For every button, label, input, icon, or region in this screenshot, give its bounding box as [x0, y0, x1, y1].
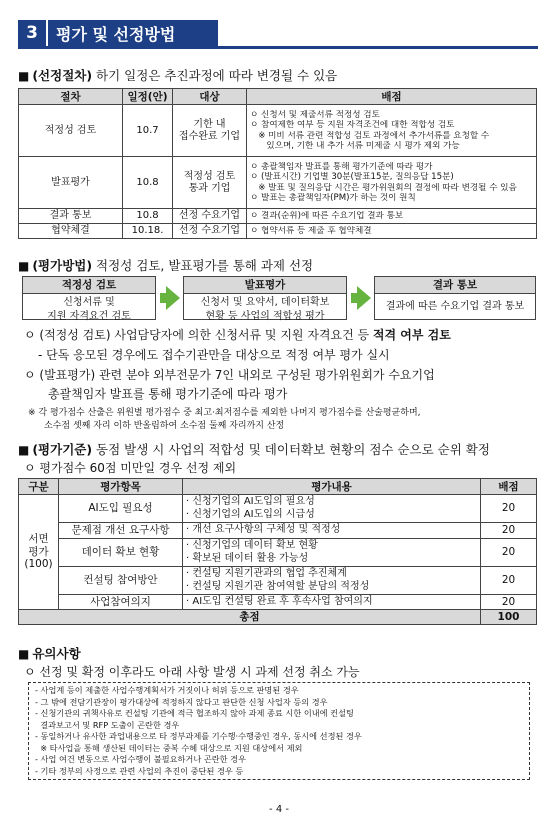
score-cell: 20 [481, 539, 537, 567]
notes-intro: ㅇ 선정 및 확정 이후라도 아래 사항 발생 시 과제 선정 취소 가능 [24, 665, 360, 679]
criteria-sub: ㅇ 평가점수 60점 미만일 경우 선정 제외 [24, 461, 237, 475]
section-title: 평가 및 선정방법 [48, 20, 218, 46]
header-category: 구분 [19, 479, 59, 495]
table-row [19, 105, 537, 157]
list-item: 결과보고서 및 RFP 도출이 곤란한 경우 [35, 719, 180, 730]
date-cell: 10.8 [123, 209, 173, 224]
criteria-heading: ■ (평가기준) 동점 발생 시 사업의 적합성 및 데이터확보 현황의 점수 순으로 순위 확정 [18, 442, 490, 457]
list-item: - 사업계 등이 제출한 사업수행계획서가 거짓이나 허위 등으로 판명된 경우 [35, 685, 299, 695]
header-date: 일정(안) [123, 89, 173, 105]
content-cell: · 컨설팅 지원기관과의 협업 추진체계 · 컨설팅 지원기관 참여역할 분담의 적정성 [183, 567, 481, 595]
table-row [19, 539, 537, 567]
date-cell: 10.8 [123, 157, 173, 209]
step-cell: 협약체결 [19, 224, 123, 239]
score-cell: 20 [481, 595, 537, 610]
method-heading: ■ (평가방법) 적정성 검토, 발표평가를 통해 과제 선정 [18, 258, 314, 273]
step-cell: 적정성 검토 [19, 105, 123, 157]
flow-step-presentation: 발표평가 신청서 및 요약서, 데이터확보 현황 등 사업의 적합성 평가 [183, 276, 347, 320]
square-bullet-icon: ■ [18, 443, 30, 457]
review-bullet: ㅇ (적정성 검토) 사업담당자에 의한 신청서류 및 지원 자격요건 등 적격 여부 검토 [24, 328, 451, 342]
table-header-row [19, 479, 537, 495]
table-row [19, 595, 537, 610]
table-row [19, 157, 537, 209]
target-cell: 선정 수요기업 [173, 224, 247, 239]
header-content: 평가내용 [183, 479, 481, 495]
item-cell: 문제점 개선 요구사항 [59, 523, 183, 539]
details-cell: ㅇ 협약서류 등 제출 후 협약체결 [247, 224, 537, 239]
header-score: 배점 [481, 479, 537, 495]
date-cell: 10.18. [123, 224, 173, 239]
flow-step-review: 적정성 검토 신청서류 및 지원 자격요건 검토 [22, 276, 156, 320]
list-item: - 기타 정부의 사정으로 관련 사업의 추진이 중단된 경우 등 [35, 765, 244, 776]
item-cell: 사업참여의지 [59, 595, 183, 610]
arrow-right-icon [351, 286, 371, 310]
content-cell: · 신청기업의 데이터 확보 현황 · 확보된 데이터 활용 가능성 [183, 539, 481, 567]
date-cell: 10.7 [123, 105, 173, 157]
section-divider [18, 46, 538, 49]
procedure-table [18, 88, 537, 239]
scoring-note: ※ 각 평가점수 산출은 위원별 평가점수 중 최고·최저점수를 제외한 나머지 평가점수를 산술평균하며, [28, 408, 421, 418]
category-cell: 서면 평가 (100) [19, 495, 59, 610]
page-number: - 4 - [269, 804, 289, 815]
total-label: 총점 [19, 610, 481, 625]
target-cell: 선정 수요기업 [173, 209, 247, 224]
list-item: - 신청기관의 귀책사유로 컨설팅 기관에 적극 협조하지 않아 과제 종료 시한 이내에 컨설팅 [35, 708, 354, 718]
step-cell: 결과 통보 [19, 209, 123, 224]
flow-step-result: 결과 통보 결과에 따른 수요기업 결과 통보 [374, 276, 536, 320]
header-item: 평가항목 [59, 479, 183, 495]
list-item: ※ 타사업을 통해 생산된 데이터는 중복 수혜 대상으로 지원 대상에서 제외 [35, 742, 303, 753]
details-cell: ㅇ 결과(순위)에 따른 수요기업 결과 통보 [247, 209, 537, 224]
header-target: 대상 [173, 89, 247, 105]
list-item: - 동일하거나 유사한 과업내용으로 타 정부과제를 기수행·수행중인 경우, 동시에 선정된 경우 [35, 731, 362, 741]
item-cell: 컨설팅 참여방안 [59, 567, 183, 595]
review-sub-bullet: - 단독 응모된 경우에도 접수기관만을 대상으로 적정 여부 평가 실시 [38, 348, 390, 362]
details-cell: ㅇ 총괄책임자 발표를 통해 평가기준에 따라 평가 ㅇ (발표시간) 기업별 30분(발표15분, 질의응답 15분) ※ 발표 및 질의응답 시간은 평가위원회의 결정에 따라 변경될 수 있음 ㅇ 발표는 총괄책임자(PM)가 하는 것이 원칙 [247, 157, 537, 209]
square-bullet-icon: ■ [18, 69, 30, 83]
step-cell: 발표평가 [19, 157, 123, 209]
section-number: 3 [18, 20, 46, 46]
notes-heading: ■ 유의사항 [18, 646, 81, 661]
criteria-table [18, 478, 537, 625]
notes-box [28, 682, 530, 780]
header-step: 절차 [19, 89, 123, 105]
header-details: 배점 [247, 89, 537, 105]
item-cell: 데이터 확보 현황 [59, 539, 183, 567]
arrow-right-icon [160, 286, 180, 310]
total-score: 100 [481, 610, 537, 625]
table-row [19, 567, 537, 595]
total-row [19, 610, 537, 625]
square-bullet-icon: ■ [18, 647, 30, 661]
scoring-note-cont: 소수점 셋째 자리 이하 반올림하여 소수점 둘째 자리까지 산정 [44, 421, 285, 431]
content-cell: · 신청기업의 AI도입의 필요성 · 신청기업의 AI도입의 시급성 [183, 495, 481, 523]
procedure-heading: ■ (선정절차) 하기 일정은 추진과정에 따라 변경될 수 있음 [18, 68, 338, 83]
list-item: - 사업 여건 변동으로 사업수행이 불필요하거나 곤란한 경우 [35, 754, 246, 764]
table-row [19, 495, 537, 523]
target-cell: 기한 내 접수완료 기업 [173, 105, 247, 157]
score-cell: 20 [481, 495, 537, 523]
presentation-bullet-cont: 총괄책임자 발표를 통해 평가기준에 따라 평가 [48, 387, 288, 401]
table-row [19, 523, 537, 539]
score-cell: 20 [481, 567, 537, 595]
table-row [19, 224, 537, 239]
target-cell: 적정성 검토 통과 기업 [173, 157, 247, 209]
table-header-row [19, 89, 537, 105]
table-row [19, 209, 537, 224]
details-cell: ㅇ 신청서 및 제출서류 적정성 검토 ㅇ 참여제한 여부 등 지원 자격조건에 대한 적합성 검토 ※ 미비 서류 관련 적합성 검토 과정에서 추가서류를 요청할 수 있으며, 기한 내 추가 서류 미제출 시 평가 제외 가능 [247, 105, 537, 157]
content-cell: · AI도입 컨설팅 완료 후 후속사업 참여의지 [183, 595, 481, 610]
list-item: - 그 밖에 전담기관장이 평가대상에 적정하지 않다고 판단한 신청 사업자 등의 경우 [35, 696, 328, 707]
square-bullet-icon: ■ [18, 259, 30, 273]
presentation-bullet: ㅇ (발표평가) 관련 분야 외부전문가 7인 내외로 구성된 평가위원회가 수요기업 [24, 368, 435, 382]
score-cell: 20 [481, 523, 537, 539]
item-cell: AI도입 필요성 [59, 495, 183, 523]
content-cell: · 개선 요구사항의 구체성 및 적정성 [183, 523, 481, 539]
